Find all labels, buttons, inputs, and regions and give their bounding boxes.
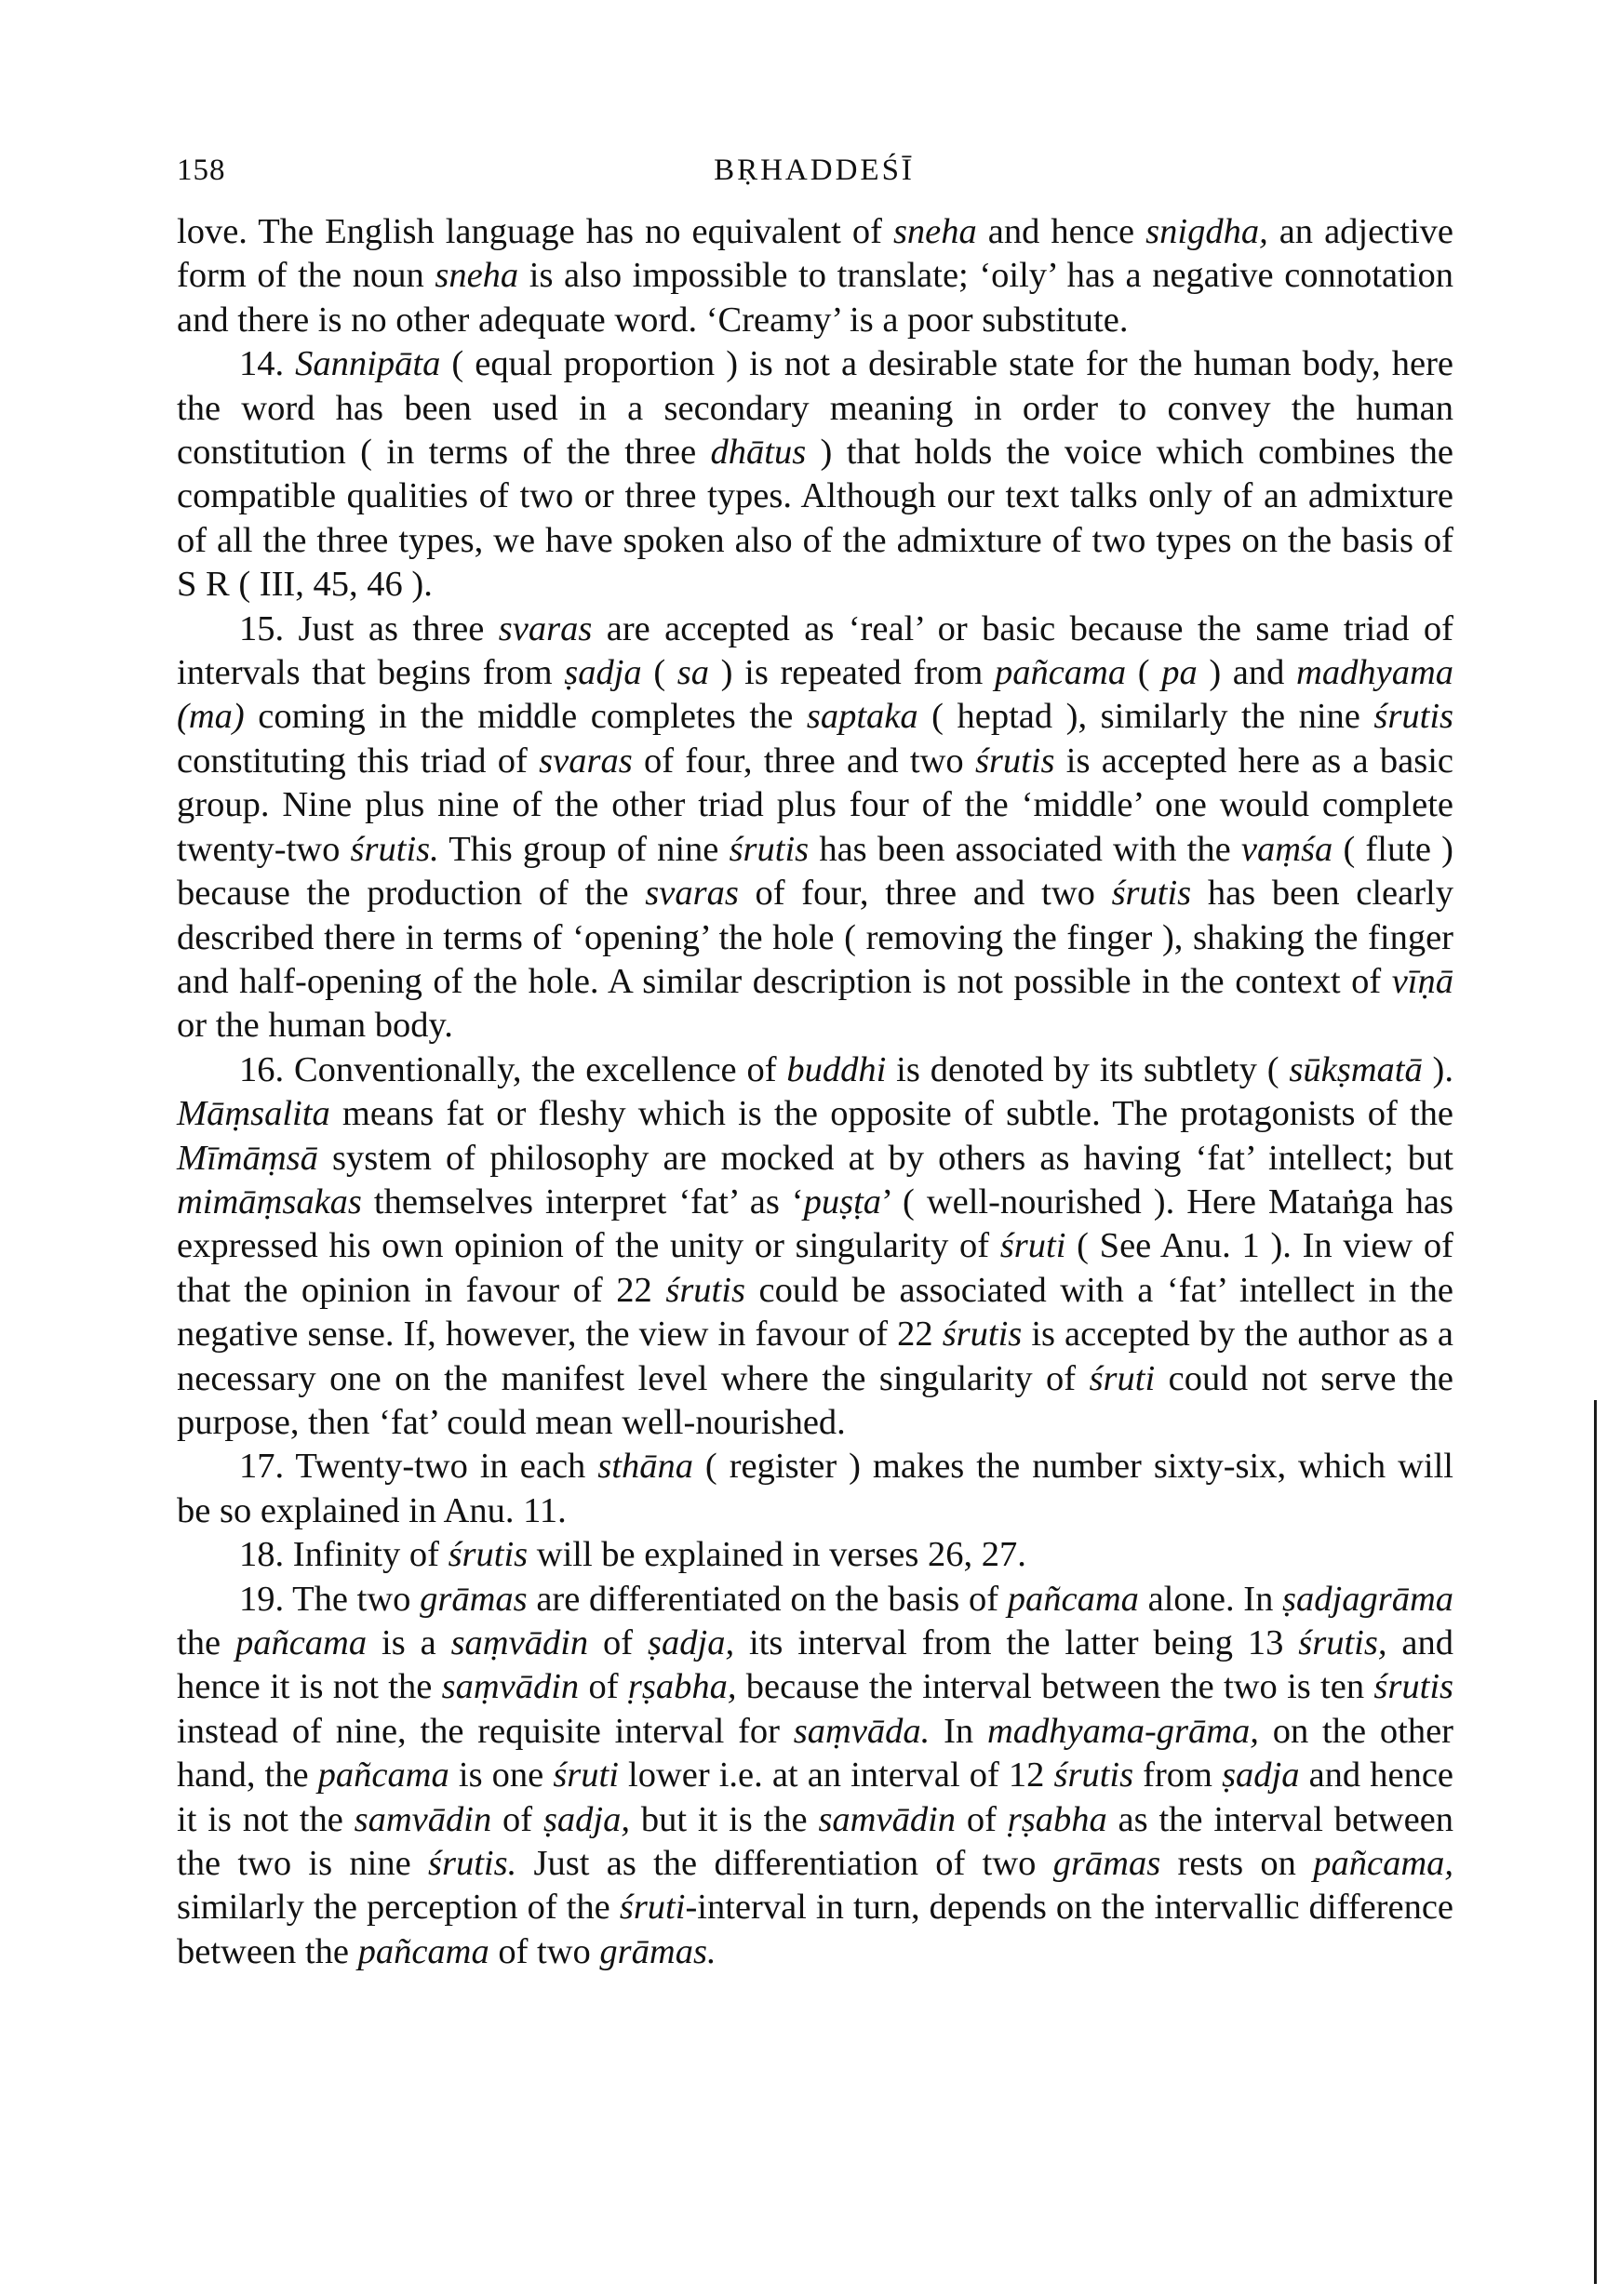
italic-term: ṣadja (564, 653, 642, 693)
italic-term: śrutis. (350, 829, 439, 869)
text-run: of two (489, 1931, 600, 1971)
italic-term: svaras (645, 874, 739, 914)
text-run: 18. Infinity of (239, 1535, 449, 1575)
italic-term: madhyama-grāma, (987, 1711, 1259, 1751)
text-run: is accepted by the author as a necessary one on the manifest level where the singularity of (177, 1315, 1453, 1398)
text-run: 14. (239, 344, 296, 384)
italic-term: samvādin (818, 1799, 957, 1839)
italic-term: pañcama (994, 653, 1127, 693)
text-run: 15. Just as three (239, 608, 499, 648)
text-run: similarly the perception of the (177, 1888, 620, 1928)
text-run: of four, three and two (738, 874, 1112, 914)
italic-term: sneha (892, 212, 977, 251)
text-run: ’ ( well-nourished ). Here Mataṅga has expressed his own opinion of the unity or singularity of (177, 1181, 1453, 1266)
italic-term: madhyama (ma) (177, 653, 1453, 737)
italic-term: pañcama (234, 1623, 368, 1662)
text-run: are differentiated on the basis of (527, 1579, 1008, 1619)
text-run: themselves interpret ‘fat’ as ‘ (361, 1181, 804, 1221)
text-run: ) that holds the voice which combines the compatible qualities of two or three types. Although our text talks only of an admixture of all the three types, we have spoken also of the admixture of two types on the basis of S R ( III, 45, 46 ). (177, 433, 1453, 605)
text-run: and hence it is not the (177, 1623, 1453, 1707)
paragraph-love (177, 210, 1453, 342)
text-run: is a (367, 1623, 451, 1662)
italic-term: ṛṣabha, (627, 1667, 737, 1707)
italic-term: dhātus (710, 433, 807, 473)
paragraph-15 (177, 607, 1453, 1048)
text-run: from (1133, 1755, 1223, 1795)
text-run: of (579, 1667, 628, 1707)
text-run: means fat or fleshy which is the opposite of subtle. The protagonists of the (329, 1094, 1453, 1134)
italic-term: śrutis (1373, 1667, 1453, 1707)
italic-term: śruti (999, 1226, 1066, 1266)
paragraph-17 (177, 1445, 1453, 1533)
text-run: 17. Twenty-two in each (239, 1447, 598, 1487)
text-run: could not serve the purpose, then ‘fat’ could mean well-nourished. (177, 1358, 1453, 1442)
italic-term: ṣadja (1222, 1755, 1300, 1795)
italic-term: sneha (435, 256, 519, 296)
italic-term: puṣṭa (803, 1181, 882, 1221)
text-run: and hence it is not the (177, 1755, 1453, 1839)
italic-term: grāmas. (599, 1931, 716, 1971)
text-run: of four, three and two (632, 741, 975, 781)
italic-term: saptaka (806, 697, 918, 737)
italic-term: pañcama (317, 1755, 449, 1795)
italic-term: Mīmāṃsā (177, 1138, 318, 1178)
running-title: BṚHADDEŚĪ (714, 154, 915, 187)
italic-term: Sannipāta (295, 344, 441, 384)
italic-term: ṛṣabha (1007, 1799, 1107, 1839)
margin-rule (1594, 1400, 1597, 2284)
italic-term: ṣadjagrāma (1282, 1579, 1453, 1619)
text-run: has been associated with the (809, 829, 1241, 869)
text-run: ( register ) makes the number sixty-six, which will be so explained in Anu. 11. (177, 1447, 1453, 1530)
text-run: ( heptad ), similarly the nine (917, 697, 1374, 737)
text-run: rests on (1160, 1844, 1314, 1884)
text-run: of (588, 1623, 649, 1662)
text-run: Just as the differentiation of two (516, 1844, 1053, 1884)
text-run: as the interval between the two is nine (177, 1799, 1453, 1884)
text-run: 16. Conventionally, the excellence of (239, 1049, 787, 1089)
italic-term: śrutis (1111, 874, 1192, 914)
text-run: an adjective form of the noun (177, 212, 1454, 296)
italic-term: grāmas (420, 1579, 528, 1619)
text-run: because the interval between the two is ten (736, 1667, 1374, 1707)
italic-term: saṃvāda. (793, 1711, 931, 1751)
paragraph-14 (177, 342, 1453, 607)
italic-term: samvādin (354, 1799, 492, 1839)
text-run: ) is repeated from (709, 653, 995, 693)
text-run: or the human body. (177, 1006, 453, 1046)
text-run: are accepted as ‘real’ or basic because the same triad of intervals that begins from (177, 608, 1453, 693)
italic-term: svaras (498, 608, 593, 648)
italic-term: pa (1161, 653, 1198, 693)
text-run: love. The English language has no equivalent of (177, 212, 893, 251)
text-run: ( See Anu. 1 ). In view of that the opinion in favour of 22 (177, 1226, 1453, 1310)
paragraph-19 (177, 1578, 1453, 1975)
italic-term: śrutis (1373, 697, 1453, 737)
paragraph-16 (177, 1048, 1453, 1446)
text-run: could be associated with a ‘fat’ intellect in the negative sense. If, however, the view in favour of 22 (177, 1270, 1453, 1355)
italic-term: svaras (539, 741, 633, 781)
paragraph-18 (177, 1533, 1453, 1577)
italic-term: sa (676, 653, 710, 693)
text-run: is one (449, 1755, 554, 1795)
italic-term: snigdha, (1145, 212, 1268, 251)
italic-term: buddhi (786, 1049, 887, 1089)
text-run: ( equal proportion ) is not a desirable state for the human body, here the word has been used in a secondary meaning in order to convey the human constitution ( in terms of the three (177, 344, 1454, 473)
text-run: is also impossible to translate; ‘oily’ has a negative connotation and there is no other adequate word. ‘Creamy’ is a poor substitute. (177, 256, 1453, 340)
text-run: In (930, 1711, 987, 1751)
italic-term: sthāna (597, 1447, 693, 1487)
italic-term: saṃvādin (450, 1623, 589, 1662)
italic-term: vīṇā (1391, 961, 1453, 1001)
text-run: the (177, 1623, 235, 1662)
page-number: 158 (177, 154, 226, 187)
text-run: will be explained in verses 26, 27. (528, 1535, 1026, 1575)
page-header (177, 154, 1452, 198)
italic-term: śrutis (665, 1270, 745, 1310)
text-run: alone. In (1138, 1579, 1283, 1619)
text-run: of (491, 1799, 543, 1839)
italic-term: pañcama (1007, 1579, 1139, 1619)
italic-term: śrutis, (1298, 1623, 1387, 1662)
text-run: is accepted here as a basic group. Nine plus nine of the other triad plus four of the ‘middle’ one would complete twenty-two (177, 741, 1454, 869)
text-run: -interval in turn, depends on the intervallic difference between the (177, 1888, 1454, 1971)
text-run: This group of nine (438, 829, 730, 869)
italic-term: śrutis (1053, 1755, 1134, 1795)
text-run: system of philosophy are mocked at by others as having ‘fat’ intellect; but (317, 1138, 1453, 1178)
italic-term: ṣadja, (542, 1799, 630, 1839)
italic-term: vaṃśa (1240, 829, 1333, 869)
italic-term: śrutis (942, 1315, 1023, 1355)
text-run: ). (1422, 1049, 1454, 1089)
text-run: ( (1126, 653, 1162, 693)
text-run: ( flute ) because the production of the (177, 829, 1453, 914)
italic-term: sūkṣmatā (1289, 1049, 1423, 1089)
italic-term: śruti (619, 1888, 686, 1928)
italic-term: pañcama, (1313, 1844, 1454, 1884)
italic-term: pañcama (357, 1931, 489, 1971)
italic-term: śruti (553, 1755, 619, 1795)
italic-term: śrutis (729, 829, 810, 869)
italic-term: saṃvādin (441, 1667, 580, 1707)
italic-term: Māṃsalita (177, 1094, 330, 1134)
italic-term: śrutis. (427, 1844, 517, 1884)
text-run: constituting this triad of (177, 741, 540, 781)
text-run: its interval from the latter being 13 (734, 1623, 1299, 1662)
text-run: 19. The two (239, 1579, 421, 1619)
italic-term: śrutis (974, 741, 1055, 781)
italic-term: grāmas (1052, 1844, 1161, 1884)
text-run: lower i.e. at an interval of 12 (618, 1755, 1054, 1795)
text-run: instead of nine, the requisite interval for (177, 1711, 794, 1751)
italic-term: śrutis (448, 1535, 529, 1575)
text-run: and hence (976, 212, 1146, 251)
text-run: coming in the middle completes the (244, 697, 807, 737)
italic-term: ṣadja, (648, 1623, 735, 1662)
text-run: ) and (1197, 653, 1297, 693)
text-run: of (956, 1799, 1008, 1839)
body-text (177, 210, 1453, 1974)
text-run: but it is the (630, 1799, 819, 1839)
text-run: is denoted by its subtlety ( (886, 1049, 1290, 1089)
italic-term: mimāṃsakas (177, 1181, 362, 1221)
text-run: has been clearly described there in terms of ‘opening’ the hole ( removing the finger ), shaking the finger and half-opening of the hole. A similar description is not possible in the context of (177, 874, 1453, 1001)
text-run: on the other hand, the (177, 1711, 1454, 1795)
italic-term: śruti (1089, 1358, 1156, 1398)
text-run: ( (641, 653, 677, 693)
